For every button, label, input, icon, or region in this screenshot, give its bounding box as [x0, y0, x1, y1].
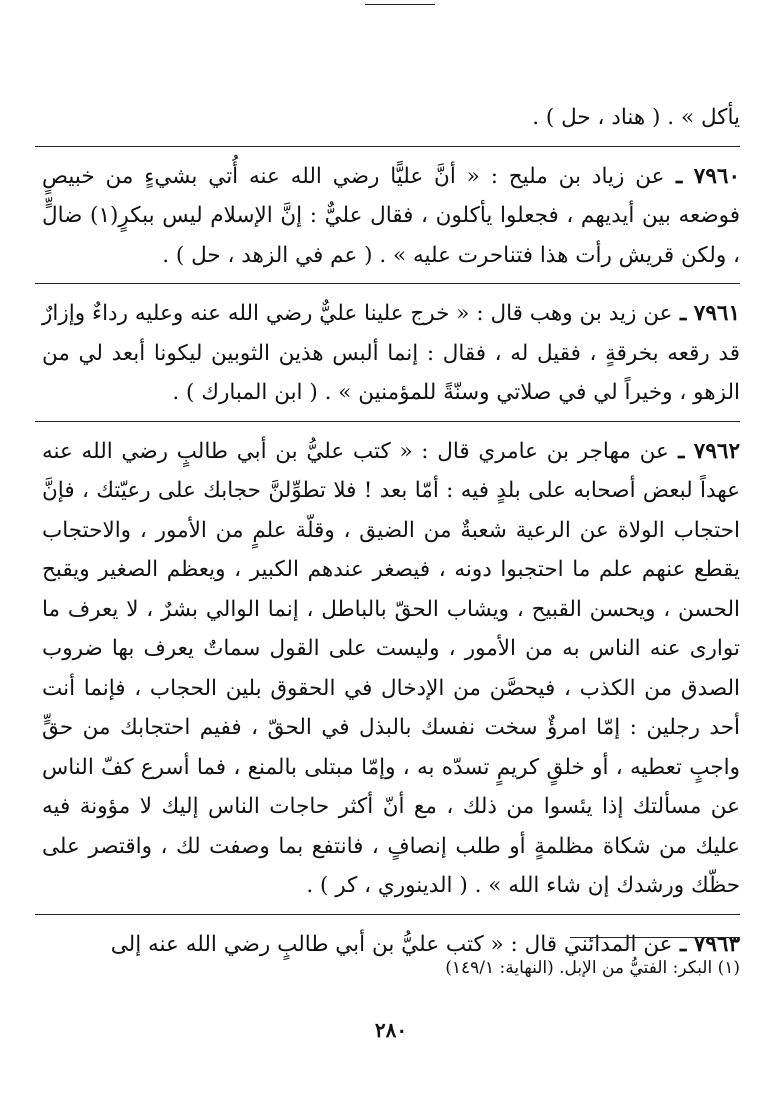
- separator: [35, 421, 740, 422]
- main-text: [42, 98, 740, 972]
- top-rule: [365, 4, 435, 5]
- hadith-number: ٧٩٦١ ـ: [672, 301, 740, 326]
- separator: [35, 146, 740, 147]
- hadith-number: ٧٩٦٢ ـ: [668, 438, 740, 464]
- footnote-rule: [570, 937, 740, 938]
- hadith-number: ٧٩٦٣ ـ: [672, 931, 740, 957]
- separator: [35, 914, 740, 915]
- paragraph-continuation: [42, 98, 740, 138]
- paragraph-text: عن زيد بن وهب قال : « خرج علينا عليٌّ رضي الله عنه وعليه رداءٌ وإزارٌ قد رقعه بخرقةٍ ، فقيل له ، فقال : إنما ألبس هذين الثوبين ليكونا أبعد لي من الزهو ، وخيراً لي في صلاتي وسنّةً للمؤمنين » . ( ابن المبارك ) .: [42, 301, 740, 405]
- paragraph-text: عن المدائني قال : « كتب عليُّ بن أبي طالبٍ رضي الله عنه إلى: [110, 931, 673, 957]
- paragraph-text: يأكل » . ( هناد ، حل ) .: [532, 105, 740, 130]
- paragraph-text: عن مهاجر بن عامري قال : « كتب عليُّ بن أبي طالبٍ رضي الله عنه عهداً لبعض أصحابه على بلدٍ فيه : أمّا بعد ! فلا تطوِّلنَّ حجابك على رعيّتك ، فإنَّ احتجاب الولاة عن الرعية شعبةٌ من الضيق ، وقلّة علمٍ من الأمور ، والاحتجاب يقطع عنهم علم ما احتجبوا دونه ، فيصغر عندهم الكبير ، ويعظم الصغير ويقبح الحسن ، ويحسن القبيح ، ويشاب الحقّ بالباطل ، إنما الوالي بشرٌ ، لا يعرف ما توارى عنه الناس به من الأمور ، وليست على القول سماتٌ يعرف بها ضروب الصدق من الكذب ، فيحصَّن من الإدخال في الحقوق بلين الحجاب ، فإنما أنت أحد رجلين : إمّا امرؤٌ سخت نفسك بالبذل في الحقّ ، ففيم احتجابك من حقٍّ واجبٍ تعطيه ، أو خلقٍ كريمٍ تسدّه به ، وإمّا مبتلى بالمنع ، فما أسرع كفّ الناس عن مسألتك إذا يئسوا من ذلك ، مع أنّ أكثر حاجات الناس إليك لا مؤونة فيه عليك من شكاة مظلمةٍ أو طلب إنصافٍ ، فانتفع بما وصفت لك ، واقتصر على حظّك ورشدك إن شاء الله » . ( الدينوري ، كر ) .: [42, 438, 740, 898]
- page-number: ٢٨٠: [374, 1018, 408, 1042]
- paragraph-7961: [42, 294, 740, 413]
- paragraph-7962: [42, 432, 740, 906]
- hadith-number: ٧٩٦٠ ـ: [664, 163, 740, 189]
- paragraph-text: عن زياد بن مليح : « أنَّ عليًّا رضي الله عنه أُتي بشيءٍ من خبيصٍ فوضعه بين أيديهم ، فجعلوا يأكلون ، فقال عليٌّ : إنَّ الإسلام ليس ببكرٍ(١) ضالٍّ ، ولكن قريش رأت هذا فتناحرت عليه » . ( عم في الزهد ، حل ) .: [42, 163, 740, 268]
- separator: [35, 283, 740, 284]
- footnote: (١) البكر: الفتيُّ من الإبل. (النهاية: ١٤٩/١): [445, 958, 740, 978]
- paragraph-7960: [42, 157, 740, 276]
